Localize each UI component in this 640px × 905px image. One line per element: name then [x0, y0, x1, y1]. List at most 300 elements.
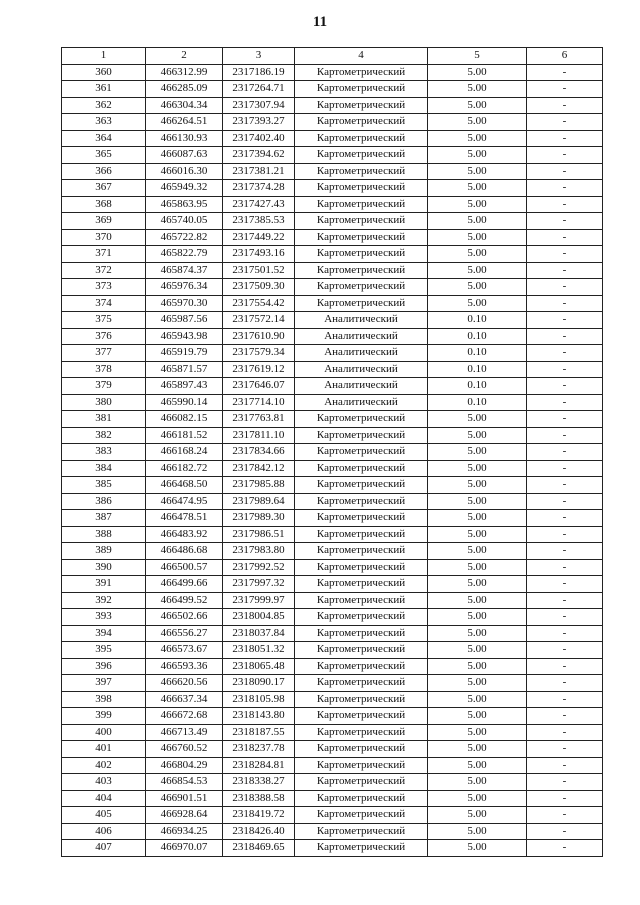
accuracy-cell: 5.00	[428, 196, 527, 213]
table-row	[62, 708, 603, 725]
y-coordinate-cell: 2318051.32	[223, 642, 295, 659]
y-coordinate-cell: 2317264.71	[223, 81, 295, 98]
table-row	[62, 427, 603, 444]
y-coordinate-cell: 2317579.34	[223, 345, 295, 362]
page-number: 11	[312, 14, 328, 30]
x-coordinate-cell: 466285.09	[146, 81, 223, 98]
method-cell: Картометрический	[295, 774, 428, 791]
y-coordinate-cell: 2317763.81	[223, 411, 295, 428]
note-cell: -	[527, 213, 603, 230]
note-cell: -	[527, 147, 603, 164]
x-coordinate-cell: 465863.95	[146, 196, 223, 213]
note-cell: -	[527, 180, 603, 197]
x-coordinate-cell: 466468.50	[146, 477, 223, 494]
point-number-cell: 398	[62, 691, 146, 708]
y-coordinate-cell: 2317619.12	[223, 361, 295, 378]
table-row	[62, 295, 603, 312]
point-number-cell: 363	[62, 114, 146, 131]
note-cell: -	[527, 790, 603, 807]
table-row	[62, 576, 603, 593]
accuracy-cell: 5.00	[428, 180, 527, 197]
table-row	[62, 229, 603, 246]
method-cell: Картометрический	[295, 559, 428, 576]
x-coordinate-cell: 466854.53	[146, 774, 223, 791]
note-cell: -	[527, 427, 603, 444]
note-cell: -	[527, 444, 603, 461]
note-cell: -	[527, 559, 603, 576]
method-cell: Картометрический	[295, 477, 428, 494]
y-coordinate-cell: 2317572.14	[223, 312, 295, 329]
y-coordinate-cell: 2317986.51	[223, 526, 295, 543]
table-row	[62, 691, 603, 708]
point-number-cell: 373	[62, 279, 146, 296]
method-cell: Картометрический	[295, 658, 428, 675]
x-coordinate-cell: 466500.57	[146, 559, 223, 576]
y-coordinate-cell: 2318388.58	[223, 790, 295, 807]
method-cell: Картометрический	[295, 64, 428, 81]
accuracy-cell: 5.00	[428, 609, 527, 626]
note-cell: -	[527, 295, 603, 312]
method-cell: Картометрический	[295, 213, 428, 230]
table-row	[62, 97, 603, 114]
point-number-cell: 367	[62, 180, 146, 197]
point-number-cell: 365	[62, 147, 146, 164]
method-cell: Картометрический	[295, 279, 428, 296]
method-cell: Аналитический	[295, 361, 428, 378]
x-coordinate-cell: 466934.25	[146, 823, 223, 840]
table-row	[62, 81, 603, 98]
method-cell: Аналитический	[295, 312, 428, 329]
accuracy-cell: 5.00	[428, 724, 527, 741]
note-cell: -	[527, 510, 603, 527]
table-row	[62, 262, 603, 279]
accuracy-cell: 0.10	[428, 345, 527, 362]
table-row	[62, 411, 603, 428]
note-cell: -	[527, 840, 603, 857]
note-cell: -	[527, 130, 603, 147]
accuracy-cell: 5.00	[428, 97, 527, 114]
point-number-cell: 377	[62, 345, 146, 362]
y-coordinate-cell: 2318004.85	[223, 609, 295, 626]
y-coordinate-cell: 2317646.07	[223, 378, 295, 395]
table-row	[62, 246, 603, 263]
table-row	[62, 823, 603, 840]
column-header-4: 4	[295, 48, 428, 65]
accuracy-cell: 5.00	[428, 147, 527, 164]
point-number-cell: 374	[62, 295, 146, 312]
accuracy-cell: 5.00	[428, 675, 527, 692]
method-cell: Картометрический	[295, 295, 428, 312]
table-row	[62, 840, 603, 857]
point-number-cell: 404	[62, 790, 146, 807]
accuracy-cell: 5.00	[428, 64, 527, 81]
method-cell: Картометрический	[295, 592, 428, 609]
note-cell: -	[527, 592, 603, 609]
point-number-cell: 369	[62, 213, 146, 230]
method-cell: Картометрический	[295, 510, 428, 527]
note-cell: -	[527, 97, 603, 114]
point-number-cell: 372	[62, 262, 146, 279]
x-coordinate-cell: 466928.64	[146, 807, 223, 824]
accuracy-cell: 5.00	[428, 444, 527, 461]
x-coordinate-cell: 466901.51	[146, 790, 223, 807]
x-coordinate-cell: 466082.15	[146, 411, 223, 428]
table-row	[62, 114, 603, 131]
table-row	[62, 213, 603, 230]
x-coordinate-cell: 465874.37	[146, 262, 223, 279]
y-coordinate-cell: 2317610.90	[223, 328, 295, 345]
point-number-cell: 380	[62, 394, 146, 411]
y-coordinate-cell: 2317989.30	[223, 510, 295, 527]
x-coordinate-cell: 465722.82	[146, 229, 223, 246]
accuracy-cell: 0.10	[428, 394, 527, 411]
x-coordinate-cell: 466672.68	[146, 708, 223, 725]
method-cell: Картометрический	[295, 246, 428, 263]
table-row	[62, 147, 603, 164]
method-cell: Картометрический	[295, 147, 428, 164]
table-row	[62, 790, 603, 807]
method-cell: Картометрический	[295, 163, 428, 180]
x-coordinate-cell: 466478.51	[146, 510, 223, 527]
x-coordinate-cell: 465987.56	[146, 312, 223, 329]
column-header-2: 2	[146, 48, 223, 65]
point-number-cell: 392	[62, 592, 146, 609]
table-row	[62, 279, 603, 296]
y-coordinate-cell: 2317992.52	[223, 559, 295, 576]
point-number-cell: 364	[62, 130, 146, 147]
y-coordinate-cell: 2318426.40	[223, 823, 295, 840]
x-coordinate-cell: 466593.36	[146, 658, 223, 675]
method-cell: Картометрический	[295, 262, 428, 279]
y-coordinate-cell: 2317374.28	[223, 180, 295, 197]
point-number-cell: 403	[62, 774, 146, 791]
accuracy-cell: 5.00	[428, 114, 527, 131]
note-cell: -	[527, 526, 603, 543]
note-cell: -	[527, 625, 603, 642]
table-row	[62, 328, 603, 345]
table-row	[62, 345, 603, 362]
point-number-cell: 384	[62, 460, 146, 477]
method-cell: Картометрический	[295, 757, 428, 774]
note-cell: -	[527, 642, 603, 659]
note-cell: -	[527, 64, 603, 81]
accuracy-cell: 5.00	[428, 807, 527, 824]
table-row	[62, 394, 603, 411]
accuracy-cell: 0.10	[428, 361, 527, 378]
y-coordinate-cell: 2317381.21	[223, 163, 295, 180]
note-cell: -	[527, 757, 603, 774]
accuracy-cell: 5.00	[428, 526, 527, 543]
point-number-cell: 406	[62, 823, 146, 840]
column-header-3: 3	[223, 48, 295, 65]
x-coordinate-cell: 466556.27	[146, 625, 223, 642]
table-row	[62, 196, 603, 213]
x-coordinate-cell: 466804.29	[146, 757, 223, 774]
note-cell: -	[527, 229, 603, 246]
accuracy-cell: 0.10	[428, 328, 527, 345]
method-cell: Аналитический	[295, 378, 428, 395]
x-coordinate-cell: 466573.67	[146, 642, 223, 659]
accuracy-cell: 5.00	[428, 130, 527, 147]
accuracy-cell: 0.10	[428, 378, 527, 395]
table-row	[62, 526, 603, 543]
x-coordinate-cell: 466304.34	[146, 97, 223, 114]
column-header-1: 1	[62, 48, 146, 65]
coordinates-table	[61, 47, 603, 857]
table-row	[62, 724, 603, 741]
note-cell: -	[527, 675, 603, 692]
table-body	[62, 64, 603, 856]
y-coordinate-cell: 2317997.32	[223, 576, 295, 593]
table-row	[62, 64, 603, 81]
note-cell: -	[527, 114, 603, 131]
point-number-cell: 376	[62, 328, 146, 345]
point-number-cell: 401	[62, 741, 146, 758]
note-cell: -	[527, 823, 603, 840]
method-cell: Картометрический	[295, 180, 428, 197]
note-cell: -	[527, 741, 603, 758]
accuracy-cell: 5.00	[428, 493, 527, 510]
x-coordinate-cell: 466760.52	[146, 741, 223, 758]
method-cell: Картометрический	[295, 444, 428, 461]
accuracy-cell: 5.00	[428, 559, 527, 576]
method-cell: Картометрический	[295, 840, 428, 857]
note-cell: -	[527, 477, 603, 494]
point-number-cell: 394	[62, 625, 146, 642]
x-coordinate-cell: 466637.34	[146, 691, 223, 708]
table-row	[62, 741, 603, 758]
x-coordinate-cell: 466312.99	[146, 64, 223, 81]
x-coordinate-cell: 465740.05	[146, 213, 223, 230]
point-number-cell: 371	[62, 246, 146, 263]
point-number-cell: 397	[62, 675, 146, 692]
method-cell: Картометрический	[295, 130, 428, 147]
point-number-cell: 389	[62, 543, 146, 560]
accuracy-cell: 5.00	[428, 708, 527, 725]
y-coordinate-cell: 2317999.97	[223, 592, 295, 609]
table-row	[62, 444, 603, 461]
x-coordinate-cell: 466483.92	[146, 526, 223, 543]
accuracy-cell: 5.00	[428, 790, 527, 807]
note-cell: -	[527, 543, 603, 560]
point-number-cell: 360	[62, 64, 146, 81]
accuracy-cell: 5.00	[428, 840, 527, 857]
note-cell: -	[527, 196, 603, 213]
note-cell: -	[527, 394, 603, 411]
table-row	[62, 510, 603, 527]
method-cell: Картометрический	[295, 543, 428, 560]
accuracy-cell: 5.00	[428, 460, 527, 477]
point-number-cell: 379	[62, 378, 146, 395]
column-header-5: 5	[428, 48, 527, 65]
y-coordinate-cell: 2317834.66	[223, 444, 295, 461]
method-cell: Картометрический	[295, 576, 428, 593]
method-cell: Картометрический	[295, 526, 428, 543]
note-cell: -	[527, 658, 603, 675]
accuracy-cell: 5.00	[428, 81, 527, 98]
note-cell: -	[527, 493, 603, 510]
note-cell: -	[527, 246, 603, 263]
x-coordinate-cell: 466474.95	[146, 493, 223, 510]
table-row	[62, 774, 603, 791]
table-header-row	[62, 48, 603, 65]
note-cell: -	[527, 460, 603, 477]
accuracy-cell: 5.00	[428, 625, 527, 642]
accuracy-cell: 5.00	[428, 691, 527, 708]
accuracy-cell: 5.00	[428, 757, 527, 774]
method-cell: Картометрический	[295, 97, 428, 114]
y-coordinate-cell: 2318143.80	[223, 708, 295, 725]
method-cell: Картометрический	[295, 81, 428, 98]
y-coordinate-cell: 2318090.17	[223, 675, 295, 692]
table-row	[62, 675, 603, 692]
note-cell: -	[527, 724, 603, 741]
x-coordinate-cell: 465976.34	[146, 279, 223, 296]
note-cell: -	[527, 411, 603, 428]
point-number-cell: 400	[62, 724, 146, 741]
x-coordinate-cell: 466168.24	[146, 444, 223, 461]
y-coordinate-cell: 2317402.40	[223, 130, 295, 147]
note-cell: -	[527, 163, 603, 180]
method-cell: Картометрический	[295, 625, 428, 642]
accuracy-cell: 5.00	[428, 592, 527, 609]
table-row	[62, 378, 603, 395]
y-coordinate-cell: 2318419.72	[223, 807, 295, 824]
note-cell: -	[527, 378, 603, 395]
table-row	[62, 609, 603, 626]
table-row	[62, 180, 603, 197]
method-cell: Картометрический	[295, 411, 428, 428]
table-row	[62, 477, 603, 494]
table-row	[62, 592, 603, 609]
table-row	[62, 312, 603, 329]
method-cell: Картометрический	[295, 691, 428, 708]
point-number-cell: 361	[62, 81, 146, 98]
accuracy-cell: 5.00	[428, 543, 527, 560]
y-coordinate-cell: 2317427.43	[223, 196, 295, 213]
accuracy-cell: 5.00	[428, 246, 527, 263]
method-cell: Картометрический	[295, 427, 428, 444]
table-row	[62, 543, 603, 560]
accuracy-cell: 5.00	[428, 477, 527, 494]
method-cell: Аналитический	[295, 345, 428, 362]
note-cell: -	[527, 328, 603, 345]
point-number-cell: 375	[62, 312, 146, 329]
y-coordinate-cell: 2318338.27	[223, 774, 295, 791]
accuracy-cell: 5.00	[428, 642, 527, 659]
accuracy-cell: 5.00	[428, 279, 527, 296]
point-number-cell: 388	[62, 526, 146, 543]
point-number-cell: 390	[62, 559, 146, 576]
y-coordinate-cell: 2317501.52	[223, 262, 295, 279]
x-coordinate-cell: 466502.66	[146, 609, 223, 626]
point-number-cell: 407	[62, 840, 146, 857]
accuracy-cell: 5.00	[428, 295, 527, 312]
note-cell: -	[527, 774, 603, 791]
note-cell: -	[527, 81, 603, 98]
note-cell: -	[527, 345, 603, 362]
method-cell: Картометрический	[295, 609, 428, 626]
note-cell: -	[527, 312, 603, 329]
method-cell: Картометрический	[295, 229, 428, 246]
point-number-cell: 368	[62, 196, 146, 213]
y-coordinate-cell: 2318037.84	[223, 625, 295, 642]
table-row	[62, 163, 603, 180]
point-number-cell: 395	[62, 642, 146, 659]
accuracy-cell: 5.00	[428, 427, 527, 444]
y-coordinate-cell: 2318065.48	[223, 658, 295, 675]
column-header-6: 6	[527, 48, 603, 65]
method-cell: Картометрический	[295, 114, 428, 131]
point-number-cell: 381	[62, 411, 146, 428]
note-cell: -	[527, 262, 603, 279]
point-number-cell: 399	[62, 708, 146, 725]
y-coordinate-cell: 2318105.98	[223, 691, 295, 708]
point-number-cell: 382	[62, 427, 146, 444]
y-coordinate-cell: 2317509.30	[223, 279, 295, 296]
y-coordinate-cell: 2318187.55	[223, 724, 295, 741]
x-coordinate-cell: 466016.30	[146, 163, 223, 180]
note-cell: -	[527, 576, 603, 593]
table-row	[62, 559, 603, 576]
method-cell: Картометрический	[295, 642, 428, 659]
y-coordinate-cell: 2317989.64	[223, 493, 295, 510]
point-number-cell: 378	[62, 361, 146, 378]
table-row	[62, 807, 603, 824]
accuracy-cell: 5.00	[428, 774, 527, 791]
point-number-cell: 366	[62, 163, 146, 180]
x-coordinate-cell: 466499.52	[146, 592, 223, 609]
y-coordinate-cell: 2317554.42	[223, 295, 295, 312]
point-number-cell: 383	[62, 444, 146, 461]
x-coordinate-cell: 465970.30	[146, 295, 223, 312]
y-coordinate-cell: 2318237.78	[223, 741, 295, 758]
point-number-cell: 370	[62, 229, 146, 246]
accuracy-cell: 0.10	[428, 312, 527, 329]
method-cell: Аналитический	[295, 394, 428, 411]
y-coordinate-cell: 2317983.80	[223, 543, 295, 560]
accuracy-cell: 5.00	[428, 262, 527, 279]
note-cell: -	[527, 691, 603, 708]
x-coordinate-cell: 466713.49	[146, 724, 223, 741]
method-cell: Картометрический	[295, 460, 428, 477]
method-cell: Картометрический	[295, 493, 428, 510]
point-number-cell: 402	[62, 757, 146, 774]
table-row	[62, 493, 603, 510]
table-row	[62, 625, 603, 642]
table-row	[62, 757, 603, 774]
accuracy-cell: 5.00	[428, 741, 527, 758]
note-cell: -	[527, 807, 603, 824]
method-cell: Картометрический	[295, 708, 428, 725]
y-coordinate-cell: 2317842.12	[223, 460, 295, 477]
y-coordinate-cell: 2317985.88	[223, 477, 295, 494]
x-coordinate-cell: 466264.51	[146, 114, 223, 131]
x-coordinate-cell: 466087.63	[146, 147, 223, 164]
accuracy-cell: 5.00	[428, 213, 527, 230]
x-coordinate-cell: 465943.98	[146, 328, 223, 345]
x-coordinate-cell: 466130.93	[146, 130, 223, 147]
y-coordinate-cell: 2318284.81	[223, 757, 295, 774]
point-number-cell: 386	[62, 493, 146, 510]
y-coordinate-cell: 2317385.53	[223, 213, 295, 230]
point-number-cell: 385	[62, 477, 146, 494]
x-coordinate-cell: 465822.79	[146, 246, 223, 263]
method-cell: Картометрический	[295, 807, 428, 824]
accuracy-cell: 5.00	[428, 411, 527, 428]
method-cell: Картометрический	[295, 790, 428, 807]
method-cell: Картометрический	[295, 741, 428, 758]
